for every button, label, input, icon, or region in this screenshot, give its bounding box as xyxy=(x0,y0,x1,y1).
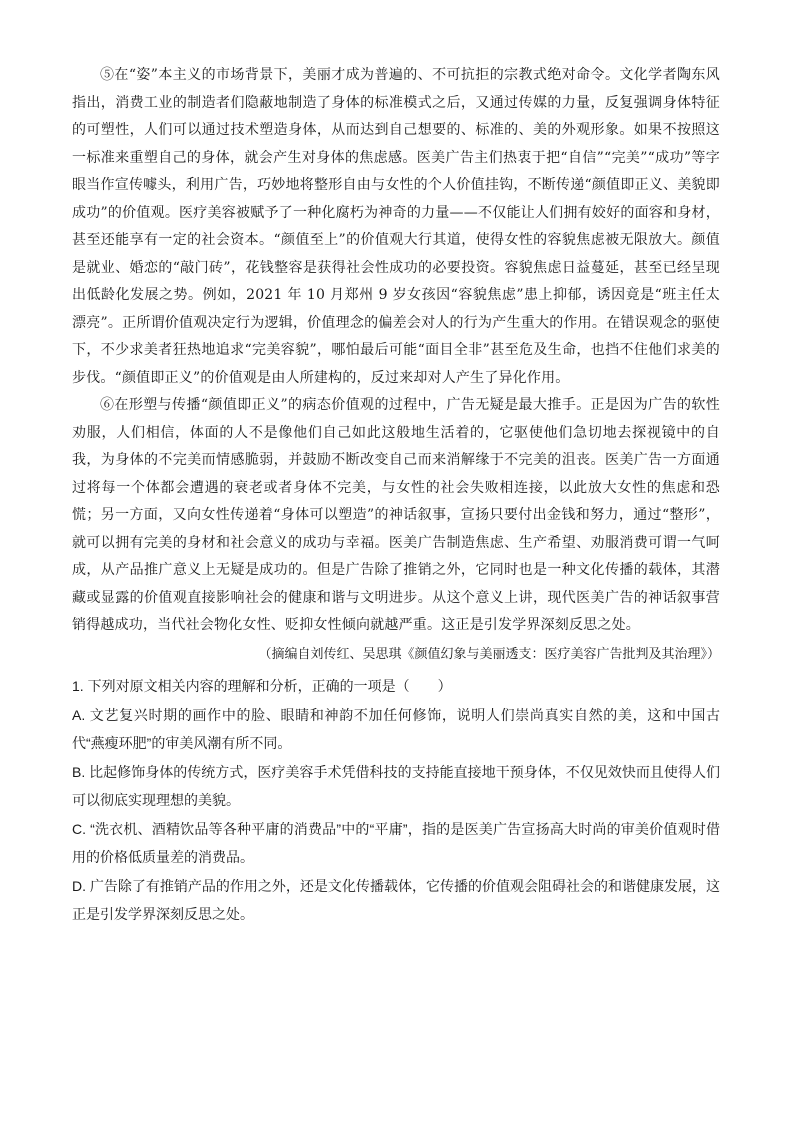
question-1 xyxy=(72,672,720,928)
question-1-option-c: C. “洗衣机、酒精饮品等各种平庸的消费品”中的“平庸”，指的是医美广告宣扬高大时尚的审美价值观时借用的价格低质量差的消费品。 xyxy=(72,820,720,865)
document-page xyxy=(72,62,720,928)
passage-paragraph-5: ⑤在“姿”本主义的市场背景下，美丽才成为普遍的、不可抗拒的宗教式绝对命令。文化学者陶东风指出，消费工业的制造者们隐蔽地制造了身体的标准模式之后，又通过传媒的力量，反复强调身体特征的可塑性，人们可以通过技术塑造身体，从而达到自己想要的、标准的、美的外观形象。如果不按照这一标准来重塑自己的身体，就会产生对身体的焦虑感。医美广告主们热衷于把“自信”“完美”“成功”等字眼当作宣传噱头，利用广告，巧妙地将整形自由与女性的个人价值挂钩，不断传递“颜值即正义、美貌即成功”的价值观。医疗美容被赋予了一种化腐朽为神奇的力量——不仅能让人们拥有姣好的面容和身材，甚至还能享有一定的社会资本。“颜值至上”的价值观大行其道，使得女性的容貌焦虑被无限放大。颜值是就业、婚恋的“敲门砖”，花钱整容是获得社会性成功的必要投资。容貌焦虑日益蔓延，甚至已经呈现出低龄化发展之势。例如，2021 年 10 月郑州 9 岁女孩因“容貌焦虑”患上抑郁，诱因竟是“班主任太漂亮”。正所谓价值观决定行为逻辑，价值理念的偏差会对人的行为产生重大的作用。在错误观念的驱使下，不少求美者狂热地追求“完美容貌”，哪怕最后可能“面目全非”甚至危及生命，也挡不住他们求美的步伐。“颜值即正义”的价值观是由人所建构的，反过来却对人产生了异化作用。 xyxy=(72,67,720,386)
question-1-option-a: A. 文艺复兴时期的画作中的脸、眼睛和神韵不加任何修饰，说明人们崇尚真实自然的美，这和中国古代“燕瘦环肥”的审美风潮有所不同。 xyxy=(72,706,720,751)
passage-source-citation: （摘编自刘传红、吴思琪《颜值幻象与美丽透支：医疗美容广告批判及其治理》） xyxy=(258,646,720,662)
passage-paragraph-6: ⑥在形塑与传播“颜值即正义”的病态价值观的过程中，广告无疑是最大推手。正是因为广告的软性劝服，人们相信，体面的人不是像他们自己如此这般地生活着的，它驱使他们急切地去探视镜中的自我，为身体的不完美而情感脆弱，并鼓励不断改变自己而来消解缘于不完美的沮丧。医美广告一方面通过将每一个体都会遭遇的衰老或者身体不完美，与女性的社会失败相连接，以此放大女性的焦虑和恐慌；另一方面，又向女性传递着“身体可以塑造”的神话叙事，宣扬只要付出金钱和努力，通过“整形”，就可以拥有完美的身材和社会意义的成功与幸福。医美广告制造焦虑、生产希望、劝服消费可谓一气呵成，从产品推广意义上无疑是成功的。但是广告除了推销之外，它同时也是一种文化传播的载体，其潜藏或显露的价值观直接影响社会的健康和谐与文明进步。从这个意义上讲，现代医美广告的神话叙事营销得越成功，当代社会物化女性、贬抑女性倾向就越严重。这正是引发学界深刻反思之处。 xyxy=(72,397,720,633)
question-1-option-b: B. 比起修饰身体的传统方式，医疗美容手术凭借科技的支持能直接地干预身体，不仅见效快而且使得人们可以彻底实现理想的美貌。 xyxy=(72,763,720,808)
question-1-stem: 1. 下列对原文相关内容的理解和分析，正确的一项是（ ） xyxy=(72,677,452,694)
question-1-option-d: D. 广告除了有推销产品的作用之外，还是文化传播载体，它传播的价值观会阻碍社会的和谐健康发展，这正是引发学界深刻反思之处。 xyxy=(72,877,720,922)
